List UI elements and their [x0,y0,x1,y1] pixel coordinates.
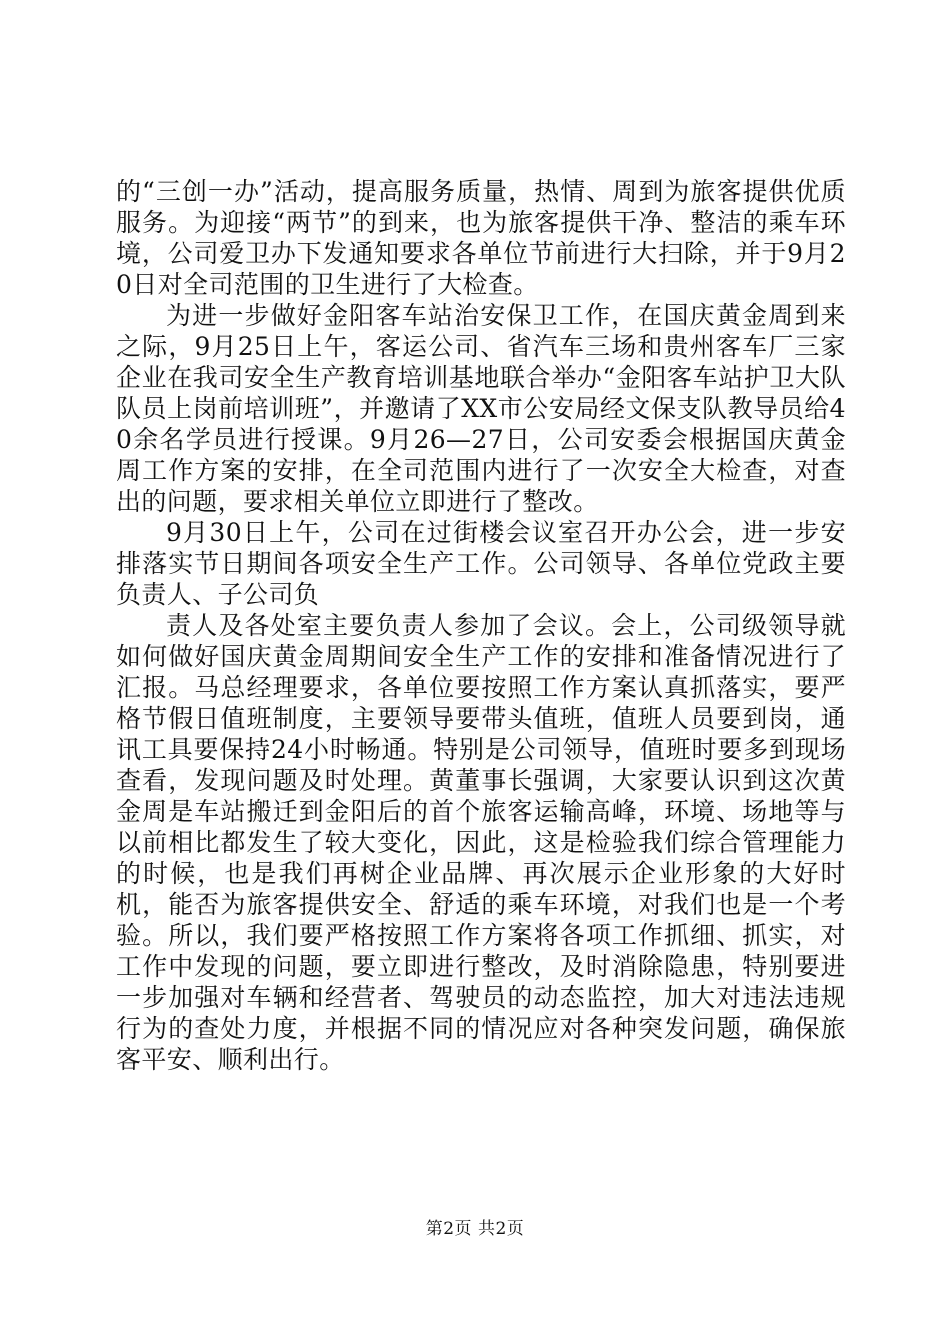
paragraph-security-training: 为进一步做好金阳客车站治安保卫工作，在国庆黄金周到来之际，9月25日上午，客运公司、省汽车三场和贵州客车厂三家企业在我司安全生产教育培训基地联合举办“金阳客车站护卫大队队员上岗前培训班”，并邀请了XX市公安局经文保支队教导员给40余名学员进行授课。9月26—27日，公司安委会根据国庆黄金周工作方案的安排，在全司范围内进行了一次安全大检查，对查出的问题，要求相关单位立即进行了整改。 [116,301,846,516]
paragraph-office-meeting: 9月30日上午，公司在过街楼会议室召开办公会，进一步安排落实节日期间各项安全生产工作。公司领导、各单位党政主要负责人、子公司负 [116,518,846,609]
paragraph-continuation: 的“三创一办”活动，提高服务质量，热情、周到为旅客提供优质服务。为迎接“两节”的到来，也为旅客提供干净、整洁的乘车环境，公司爱卫办下发通知要求各单位节前进行大扫除，并于9月20日对全司范围的卫生进行了大检查。 [116,177,846,299]
paragraph-meeting-details: 责人及各处室主要负责人参加了会议。会上，公司级领导就如何做好国庆黄金周期间安全生产工作的安排和准备情况进行了汇报。马总经理要求，各单位要按照工作方案认真抓落实，要严格节假日值班制度，主要领导要带头值班，值班人员要到岗，通讯工具要保持24小时畅通。特别是公司领导，值班时要多到现场查看，发现问题及时处理。黄董事长强调，大家要认识到这次黄金周是车站搬迁到金阳后的首个旅客运输高峰，环境、场地等与以前相比都发生了较大变化，因此，这是检验我们综合管理能力的时候，也是我们再树企业品牌、再次展示企业形象的大好时机，能否为旅客提供安全、舒适的乘车环境，对我们也是一个考验。所以，我们要严格按照工作方案将各项工作抓细、抓实，对工作中发现的问题，要立即进行整改，及时消除隐患，特别要进一步加强对车辆和经营者、驾驶员的动态监控，加大对违法违规行为的查处力度，并根据不同的情况应对各种突发问题，确保旅客平安、顺利出行。 [116,611,846,1074]
page-number-footer: 第2页 共2页 [425,1219,525,1239]
document-body [116,176,846,1075]
